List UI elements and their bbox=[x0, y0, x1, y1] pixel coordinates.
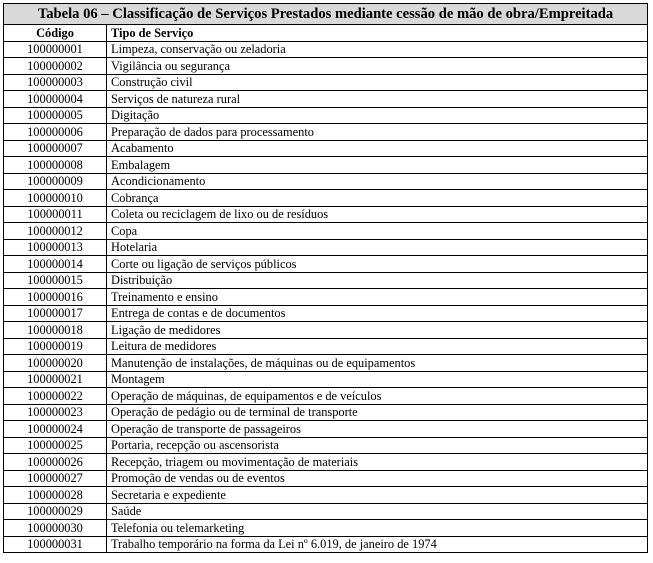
table-body bbox=[4, 41, 648, 553]
service-type-cell: Portaria, recepção ou ascensorista bbox=[107, 437, 648, 454]
service-code-cell: 100000002 bbox=[4, 58, 107, 75]
table-row bbox=[4, 487, 648, 504]
table-row bbox=[4, 437, 648, 454]
table-row bbox=[4, 536, 648, 553]
service-code-cell: 100000025 bbox=[4, 437, 107, 454]
table-row bbox=[4, 404, 648, 421]
service-type-cell: Hotelaria bbox=[107, 239, 648, 256]
service-type-cell: Manutenção de instalações, de máquinas ou de equipamentos bbox=[107, 355, 648, 372]
service-type-cell: Operação de pedágio ou de terminal de transporte bbox=[107, 404, 648, 421]
service-type-cell: Acondicionamento bbox=[107, 173, 648, 190]
table-row bbox=[4, 223, 648, 240]
table-row bbox=[4, 520, 648, 537]
service-classification-table-container bbox=[3, 3, 647, 553]
table-row bbox=[4, 421, 648, 438]
service-code-cell: 100000022 bbox=[4, 388, 107, 405]
service-code-cell: 100000012 bbox=[4, 223, 107, 240]
service-type-cell: Recepção, triagem ou movimentação de materiais bbox=[107, 454, 648, 471]
service-code-cell: 100000004 bbox=[4, 91, 107, 108]
table-row bbox=[4, 140, 648, 157]
table-row bbox=[4, 388, 648, 405]
service-type-cell: Digitação bbox=[107, 107, 648, 124]
table-row bbox=[4, 239, 648, 256]
table-row bbox=[4, 256, 648, 273]
service-type-cell: Secretaria e expediente bbox=[107, 487, 648, 504]
table-row bbox=[4, 355, 648, 372]
table-row bbox=[4, 305, 648, 322]
service-type-cell: Promoção de vendas ou de eventos bbox=[107, 470, 648, 487]
table-header-row bbox=[4, 25, 648, 42]
service-code-cell: 100000026 bbox=[4, 454, 107, 471]
service-code-cell: 100000016 bbox=[4, 289, 107, 306]
service-code-cell: 100000013 bbox=[4, 239, 107, 256]
table-title-row bbox=[4, 4, 648, 25]
table-row bbox=[4, 272, 648, 289]
service-code-cell: 100000005 bbox=[4, 107, 107, 124]
service-type-cell: Operação de máquinas, de equipamentos e de veículos bbox=[107, 388, 648, 405]
service-type-cell: Corte ou ligação de serviços públicos bbox=[107, 256, 648, 273]
service-type-cell: Distribuição bbox=[107, 272, 648, 289]
service-code-cell: 100000024 bbox=[4, 421, 107, 438]
service-type-cell: Trabalho temporário na forma da Lei nº 6.019, de janeiro de 1974 bbox=[107, 536, 648, 553]
service-type-cell: Acabamento bbox=[107, 140, 648, 157]
service-code-cell: 100000029 bbox=[4, 503, 107, 520]
service-type-cell: Cobrança bbox=[107, 190, 648, 207]
column-header-code: Código bbox=[4, 25, 107, 42]
service-type-cell: Leitura de medidores bbox=[107, 338, 648, 355]
service-type-cell: Vigilância ou segurança bbox=[107, 58, 648, 75]
table-row bbox=[4, 503, 648, 520]
service-code-cell: 100000006 bbox=[4, 124, 107, 141]
service-type-cell: Operação de transporte de passageiros bbox=[107, 421, 648, 438]
service-code-cell: 100000009 bbox=[4, 173, 107, 190]
table-row bbox=[4, 206, 648, 223]
service-type-cell: Telefonia ou telemarketing bbox=[107, 520, 648, 537]
service-code-cell: 100000008 bbox=[4, 157, 107, 174]
table-row bbox=[4, 124, 648, 141]
table-row bbox=[4, 107, 648, 124]
service-code-cell: 100000021 bbox=[4, 371, 107, 388]
service-type-cell: Saúde bbox=[107, 503, 648, 520]
table-row bbox=[4, 58, 648, 75]
service-code-cell: 100000001 bbox=[4, 41, 107, 58]
service-code-cell: 100000027 bbox=[4, 470, 107, 487]
table-row bbox=[4, 371, 648, 388]
service-code-cell: 100000017 bbox=[4, 305, 107, 322]
column-header-service-type: Tipo de Serviço bbox=[107, 25, 648, 42]
service-code-cell: 100000010 bbox=[4, 190, 107, 207]
service-type-cell: Preparação de dados para processamento bbox=[107, 124, 648, 141]
table-row bbox=[4, 454, 648, 471]
service-type-cell: Ligação de medidores bbox=[107, 322, 648, 339]
table-row bbox=[4, 173, 648, 190]
service-code-cell: 100000007 bbox=[4, 140, 107, 157]
service-type-cell: Limpeza, conservação ou zeladoria bbox=[107, 41, 648, 58]
service-code-cell: 100000015 bbox=[4, 272, 107, 289]
service-code-cell: 100000023 bbox=[4, 404, 107, 421]
table-row bbox=[4, 41, 648, 58]
table-row bbox=[4, 91, 648, 108]
table-title: Tabela 06 – Classificação de Serviços Prestados mediante cessão de mão de obra/Empreitada bbox=[4, 4, 648, 25]
service-code-cell: 100000011 bbox=[4, 206, 107, 223]
table-row bbox=[4, 157, 648, 174]
service-code-cell: 100000020 bbox=[4, 355, 107, 372]
table-row bbox=[4, 338, 648, 355]
service-type-cell: Embalagem bbox=[107, 157, 648, 174]
service-type-cell: Serviços de natureza rural bbox=[107, 91, 648, 108]
table-row bbox=[4, 322, 648, 339]
service-classification-table bbox=[3, 3, 648, 553]
service-type-cell: Montagem bbox=[107, 371, 648, 388]
service-code-cell: 100000031 bbox=[4, 536, 107, 553]
service-code-cell: 100000014 bbox=[4, 256, 107, 273]
service-type-cell: Coleta ou reciclagem de lixo ou de resíduos bbox=[107, 206, 648, 223]
service-type-cell: Construção civil bbox=[107, 74, 648, 91]
service-code-cell: 100000003 bbox=[4, 74, 107, 91]
service-code-cell: 100000030 bbox=[4, 520, 107, 537]
table-row bbox=[4, 470, 648, 487]
service-code-cell: 100000019 bbox=[4, 338, 107, 355]
table-row bbox=[4, 289, 648, 306]
service-type-cell: Treinamento e ensino bbox=[107, 289, 648, 306]
service-code-cell: 100000028 bbox=[4, 487, 107, 504]
table-row bbox=[4, 190, 648, 207]
service-code-cell: 100000018 bbox=[4, 322, 107, 339]
service-type-cell: Entrega de contas e de documentos bbox=[107, 305, 648, 322]
table-row bbox=[4, 74, 648, 91]
service-type-cell: Copa bbox=[107, 223, 648, 240]
